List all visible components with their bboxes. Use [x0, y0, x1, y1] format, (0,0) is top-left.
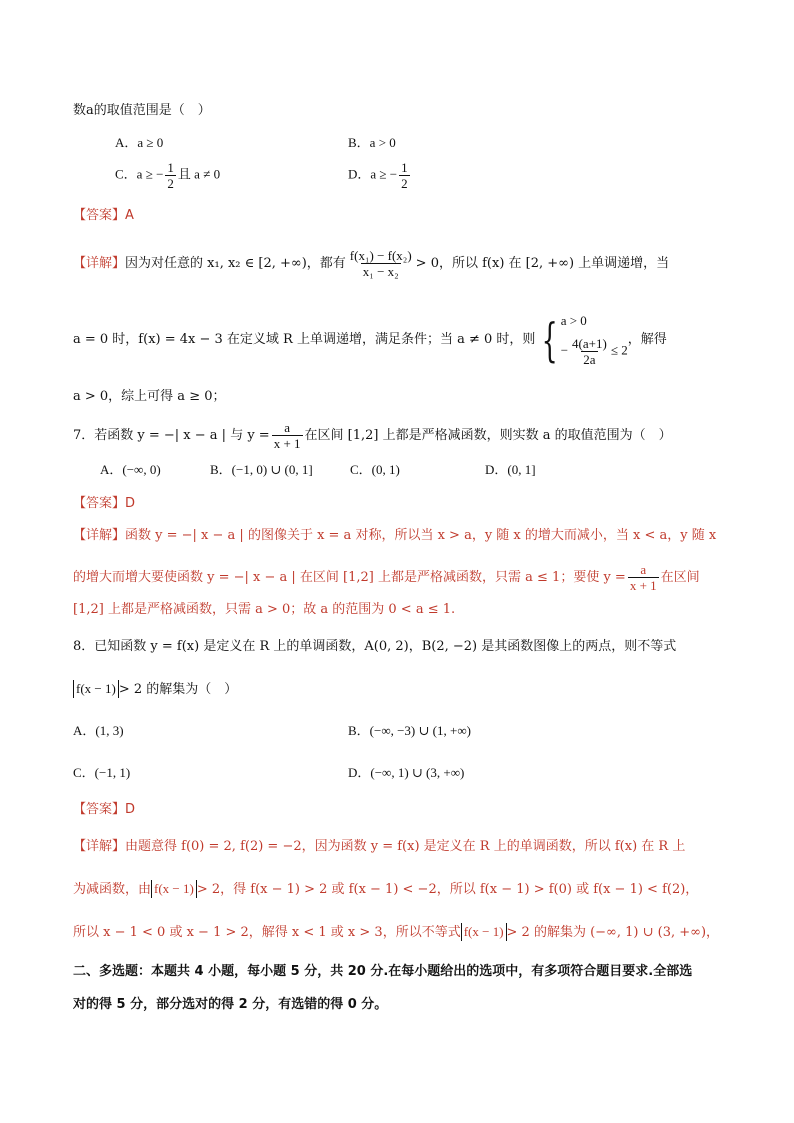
q6-detail-sys2-den: 2a — [583, 352, 596, 367]
q6-option-d-prefix: D．a ≥ − — [348, 166, 398, 182]
q6-option-d-num: 1 — [401, 160, 408, 175]
q8-option-d: D．(−∞, 1) ∪ (3, +∞) — [348, 765, 465, 780]
q7-option-a: A．(−∞, 0) — [100, 462, 161, 477]
q6-detail-sys2-suffix: ≤ 2 — [610, 342, 628, 358]
q6-detail-l1-a: 因为对任意的 x₁, x₂ ∈ [2, +∞)，都有 — [125, 256, 346, 271]
q6-option-d — [348, 160, 412, 191]
q6-detail-l2-b: ，解得 — [627, 332, 667, 347]
q6-answer: 【答案】A — [73, 208, 134, 223]
q6-detail-label: 【详解】 — [73, 256, 126, 271]
q6-option-d-fraction — [399, 160, 410, 191]
q8-answer: 【答案】D — [73, 802, 136, 817]
q8-detail-l2-a: 为减函数，由 — [73, 882, 152, 897]
q7-detail-den: x + 1 — [629, 578, 657, 593]
q8-detail-l1-text: 由题意得 f(0) = 2, f(2) = −2，因为函数 y = f(x) 是定义在 R 上的单调函数，所以 f(x) 在 R 上 — [125, 839, 686, 854]
q7-stem-den: x + 1 — [273, 436, 301, 451]
q7-detail-num: a — [640, 562, 647, 577]
q7-detail-l2-a: 的增大而增大要使函数 y = −| x − a | 在区间 [1,2] 上都是严格减函数，只需 a ≤ 1；要使 y = — [73, 570, 626, 585]
q6-detail-system-row-1: a > 0 — [560, 313, 587, 328]
q8-stem-l2-b: > 2 的解集为（ ） — [118, 682, 238, 697]
q8-stem-line-1: 8．已知函数 y = f(x) 是定义在 R 上的单调函数，A(0, 2)，B(2, −2) 是其函数图像上的两点，则不等式 — [73, 639, 677, 654]
q6-detail-fraction-num: f(x₁) − f(x₂) — [349, 248, 412, 263]
q6-detail-line-3: a > 0，综上可得 a ≥ 0； — [73, 389, 226, 404]
q6-option-c-num: 1 — [167, 160, 174, 175]
q8-detail-l3-a: 所以 x − 1 < 0 或 x − 1 > 2，解得 x < 1 或 x > 3，所以不等式 — [73, 925, 461, 940]
section-2-heading-line-2: 对的得 5 分，部分选对的得 2 分，有选错的得 0 分。 — [73, 997, 388, 1012]
q6-option-c-den: 2 — [167, 176, 174, 191]
q6-option-d-den: 2 — [401, 176, 408, 191]
q7-option-d: D．(0, 1] — [485, 462, 536, 477]
q7-option-b: B．(−1, 0) ∪ (0, 1] — [210, 462, 313, 477]
q6-detail-l1-b: > 0，所以 f(x) 在 [2, +∞) 上单调递增，当 — [415, 256, 670, 271]
q7-detail-fraction — [628, 562, 659, 593]
q7-detail-l2-b: 在区间 — [660, 570, 700, 585]
q7-option-c: C．(0, 1) — [350, 462, 400, 477]
brace-icon: { — [542, 312, 559, 367]
q7-detail-line-3: [1,2] 上都是严格减函数，只需 a > 0；故 a 的范围为 0 < a ≤ 1. — [73, 602, 456, 617]
q7-detail-line-2 — [73, 562, 700, 593]
q7-stem-a: 7．若函数 y = −| x − a | 与 y = — [73, 428, 270, 443]
q7-stem-num: a — [284, 420, 291, 435]
q8-detail-line-1 — [73, 838, 685, 856]
q6-detail-system — [535, 312, 627, 367]
q7-detail-line-1 — [73, 527, 716, 545]
q6-option-c-fraction — [165, 160, 176, 191]
q6-detail-line-2 — [73, 312, 667, 367]
q7-stem-fraction — [272, 420, 303, 451]
q6-detail-system-row-2 — [561, 336, 628, 367]
q8-detail-l3-b: > 2 的解集为 (−∞, 1) ∪ (3, +∞)， — [506, 925, 720, 940]
q8-detail-line-3 — [73, 923, 719, 942]
q7-detail-label: 【详解】 — [73, 528, 126, 543]
q6-option-c-prefix: C．a ≥ − — [115, 166, 164, 182]
q6-option-b: B．a > 0 — [348, 135, 396, 150]
q6-option-a: A．a ≥ 0 — [115, 135, 164, 150]
section-2-heading-line-1: 二、多选题：本题共 4 小题，每小题 5 分，共 20 分.在每小题给出的选项中，有多项符合题目要求.全部选 — [73, 964, 693, 979]
q7-stem — [73, 420, 672, 451]
q8-option-a: A．(1, 3) — [73, 723, 124, 738]
q8-option-c: C．(−1, 1) — [73, 765, 131, 780]
q8-stem-line-2 — [73, 680, 237, 699]
q8-detail-label: 【详解】 — [73, 839, 126, 854]
q6-detail-sys2-num: 4(a+1) — [572, 336, 607, 351]
q6-option-c — [115, 160, 220, 191]
q6-stem-tail: 数a的取值范围是（ ） — [73, 103, 211, 118]
q6-detail-fraction — [348, 248, 414, 279]
q8-detail-l2-b: > 2，得 f(x − 1) > 2 或 f(x − 1) < −2，所以 f(x − 1) > f(0) 或 f(x − 1) < f(2)， — [196, 882, 699, 897]
q6-detail-sys2-prefix: − — [560, 342, 569, 358]
q8-detail-l3-abs: f(x − 1) — [461, 923, 507, 941]
q8-stem-abs: f(x − 1) — [73, 680, 119, 698]
q7-detail-l1-text: 函数 y = −| x − a | 的图像关于 x = a 对称，所以当 x > a，y 随 x 的增大而减小，当 x < a，y 随 x — [125, 528, 717, 543]
q7-stem-b: 在区间 [1,2] 上都是严格减函数，则实数 a 的取值范围为（ ） — [304, 428, 672, 443]
q8-detail-line-2 — [73, 880, 698, 899]
q6-detail-fraction-den: x₁ − x₂ — [362, 264, 399, 279]
q6-detail-l2-a: a = 0 时，f(x) = 4x − 3 在定义域 R 上单调递增，满足条件；当 a ≠ 0 时，则 — [73, 332, 536, 347]
q6-detail-sys2-fraction — [570, 336, 609, 367]
q7-answer: 【答案】D — [73, 496, 136, 511]
q8-option-b: B．(−∞, −3) ∪ (1, +∞) — [348, 723, 471, 738]
q6-option-c-suffix: 且 a ≠ 0 — [177, 166, 221, 182]
q8-detail-l2-abs: f(x − 1) — [151, 880, 197, 898]
q6-detail-line-1 — [73, 248, 669, 279]
